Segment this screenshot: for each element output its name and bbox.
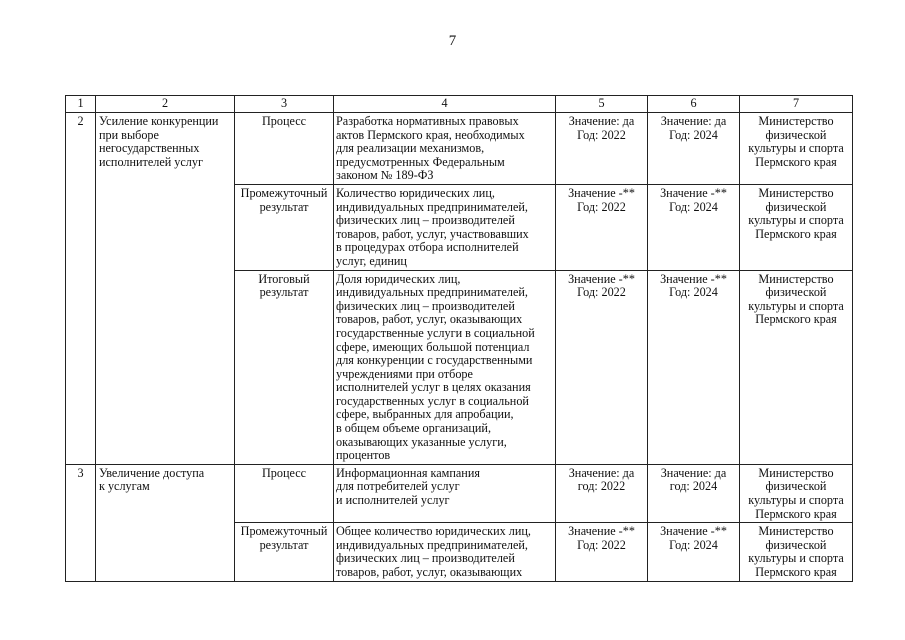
cell-line: физической xyxy=(765,285,827,300)
cell-line: учреждениями при отборе xyxy=(336,366,473,381)
cell-line: Значение: да xyxy=(660,465,727,480)
cell-line: индивидуальных предпринимателей, xyxy=(336,537,528,552)
cell-line: товаров, работ, услуг, оказывающих xyxy=(336,312,523,327)
cell-line: год: 2022 xyxy=(577,479,626,494)
cell-line: культуры и спорта xyxy=(748,493,844,508)
cell-line: результат xyxy=(259,285,309,300)
cell-line: Министерство xyxy=(758,524,834,539)
indicator-description-cell xyxy=(334,270,556,464)
cell-line: процентов xyxy=(336,448,391,463)
cell-line: Процесс xyxy=(261,114,307,128)
cell-line: для конкуренции с государственными xyxy=(336,353,533,368)
cell-line: Год: 2024 xyxy=(669,199,718,214)
cell-line: Пермского края xyxy=(755,154,837,169)
cell-line: результат xyxy=(259,537,309,552)
cell-line: Пермского края xyxy=(755,226,837,241)
cell-line: Министерство xyxy=(758,185,834,200)
cell-line: Пермского края xyxy=(755,506,837,521)
cell-line: физических лиц – производителей xyxy=(336,298,515,313)
page-number: 7 xyxy=(448,33,457,49)
cell-line: Промежуточный xyxy=(240,185,328,200)
cell-line: физической xyxy=(765,479,827,494)
cell-line: Пермского края xyxy=(755,565,837,579)
indicator-type-cell xyxy=(235,464,334,522)
cell-line: Год: 2024 xyxy=(669,285,718,300)
cell-line: государственных услуг в социальной xyxy=(336,393,529,408)
indicator-description-cell xyxy=(334,184,556,270)
cell-line: Год: 2024 xyxy=(669,127,718,142)
cell-line: Значение -** xyxy=(568,271,635,286)
row-number-cell: 3 xyxy=(66,464,96,581)
table-row xyxy=(66,113,853,185)
cell-line: физических лиц – производителей xyxy=(336,213,515,228)
cell-line: законом № 189-ФЗ xyxy=(336,168,434,183)
cell-line: Значение -** xyxy=(660,185,727,200)
column-header: 5 xyxy=(556,96,648,113)
cell-line: Год: 2022 xyxy=(577,127,626,142)
task-cell xyxy=(96,113,235,465)
value-2022-cell xyxy=(556,113,648,185)
value-2024-cell xyxy=(648,523,740,581)
responsible-cell xyxy=(740,113,853,185)
cell-line: Информационная кампания xyxy=(336,465,480,480)
column-header: 7 xyxy=(740,96,853,113)
indicator-type-cell xyxy=(235,270,334,464)
cell-line: культуры и спорта xyxy=(748,213,844,228)
cell-line: Процесс xyxy=(261,465,307,480)
cell-line: Год: 2022 xyxy=(577,537,626,552)
task-cell xyxy=(96,464,235,581)
cell-line: культуры и спорта xyxy=(748,551,844,566)
cell-line: физических лиц – производителей xyxy=(336,551,515,566)
cell-line: Итоговый xyxy=(258,271,310,286)
cell-line: предусмотренных Федеральным xyxy=(336,154,505,169)
cell-line: Увеличение доступа xyxy=(99,465,205,480)
cell-line: исполнителей услуг в целях оказания xyxy=(336,380,531,395)
cell-line: Значение -** xyxy=(568,524,635,539)
cell-line: при выборе xyxy=(99,127,159,142)
responsible-cell xyxy=(740,523,853,581)
cell-line: товаров, работ, услуг, оказывающих xyxy=(336,565,523,579)
table-row xyxy=(66,464,853,522)
column-header: 2 xyxy=(96,96,235,113)
cell-line: физической xyxy=(765,199,827,214)
responsible-cell xyxy=(740,464,853,522)
cell-line: сфере, выбранных для апробации, xyxy=(336,407,514,422)
cell-line: негосударственных xyxy=(99,141,200,156)
cell-line: год: 2024 xyxy=(669,479,718,494)
value-2022-cell xyxy=(556,523,648,581)
cell-line: индивидуальных предпринимателей, xyxy=(336,285,528,300)
value-2024-cell xyxy=(648,464,740,522)
value-2024-cell xyxy=(648,184,740,270)
cell-line: Министерство xyxy=(758,271,834,286)
cell-line: Год: 2024 xyxy=(669,537,718,552)
cell-line: Пермского края xyxy=(755,312,837,327)
cell-line: Год: 2022 xyxy=(577,199,626,214)
cell-line: услуг, единиц xyxy=(336,253,407,268)
cell-line: государственные услуги в социальной xyxy=(336,325,535,340)
cell-line: Разработка нормативных правовых xyxy=(336,114,519,128)
cell-line: Усиление конкуренции xyxy=(99,114,219,128)
value-2024-cell xyxy=(648,270,740,464)
row-number-cell: 2 xyxy=(66,113,96,465)
cell-line: для реализации механизмов, xyxy=(336,141,485,156)
value-2022-cell xyxy=(556,464,648,522)
column-header: 6 xyxy=(648,96,740,113)
cell-line: Значение: да xyxy=(568,465,635,480)
responsible-cell xyxy=(740,184,853,270)
value-2022-cell xyxy=(556,184,648,270)
cell-line: культуры и спорта xyxy=(748,141,844,156)
indicator-type-cell xyxy=(235,184,334,270)
responsible-cell xyxy=(740,270,853,464)
indicator-type-cell xyxy=(235,113,334,185)
cell-line: Значение -** xyxy=(568,185,635,200)
cell-line: товаров, работ, услуг, участвовавших xyxy=(336,226,529,241)
indicator-description-cell xyxy=(334,113,556,185)
table-header-row xyxy=(66,96,853,113)
cell-line: для потребителей услуг xyxy=(336,479,460,494)
cell-line: актов Пермского края, необходимых xyxy=(336,127,525,142)
cell-line: Количество юридических лиц, xyxy=(336,185,495,200)
cell-line: исполнителей услуг xyxy=(99,154,203,169)
cell-line: культуры и спорта xyxy=(748,298,844,313)
cell-line: Министерство xyxy=(758,114,834,128)
cell-line: Значение: да xyxy=(568,114,635,128)
cell-line: в общем объеме организаций, xyxy=(336,421,491,436)
cell-line: и исполнителей услуг xyxy=(336,493,450,508)
cell-line: Промежуточный xyxy=(240,524,328,539)
cell-line: оказывающих указанные услуги, xyxy=(336,434,507,449)
cell-line: физической xyxy=(765,127,827,142)
cell-line: результат xyxy=(259,199,309,214)
value-2022-cell xyxy=(556,270,648,464)
cell-line: Общее количество юридических лиц, xyxy=(336,524,531,539)
indicator-description-cell xyxy=(334,523,556,581)
cell-line: Значение -** xyxy=(660,271,727,286)
cell-line: сфере, имеющих большой потенциал xyxy=(336,339,530,354)
column-header: 4 xyxy=(334,96,556,113)
table-body xyxy=(66,96,853,582)
indicator-type-cell xyxy=(235,523,334,581)
cell-line: физической xyxy=(765,537,827,552)
cell-line: Год: 2022 xyxy=(577,285,626,300)
cell-line: к услугам xyxy=(99,479,150,494)
cell-line: индивидуальных предпринимателей, xyxy=(336,199,528,214)
cell-line: Министерство xyxy=(758,465,834,480)
column-header: 1 xyxy=(66,96,96,113)
cell-line: Доля юридических лиц, xyxy=(336,271,461,286)
column-header: 3 xyxy=(235,96,334,113)
value-2024-cell xyxy=(648,113,740,185)
indicator-description-cell xyxy=(334,464,556,522)
cell-line: Значение: да xyxy=(660,114,727,128)
cell-line: в процедурах отбора исполнителей xyxy=(336,240,519,255)
indicators-table xyxy=(65,95,853,582)
cell-line: Значение -** xyxy=(660,524,727,539)
